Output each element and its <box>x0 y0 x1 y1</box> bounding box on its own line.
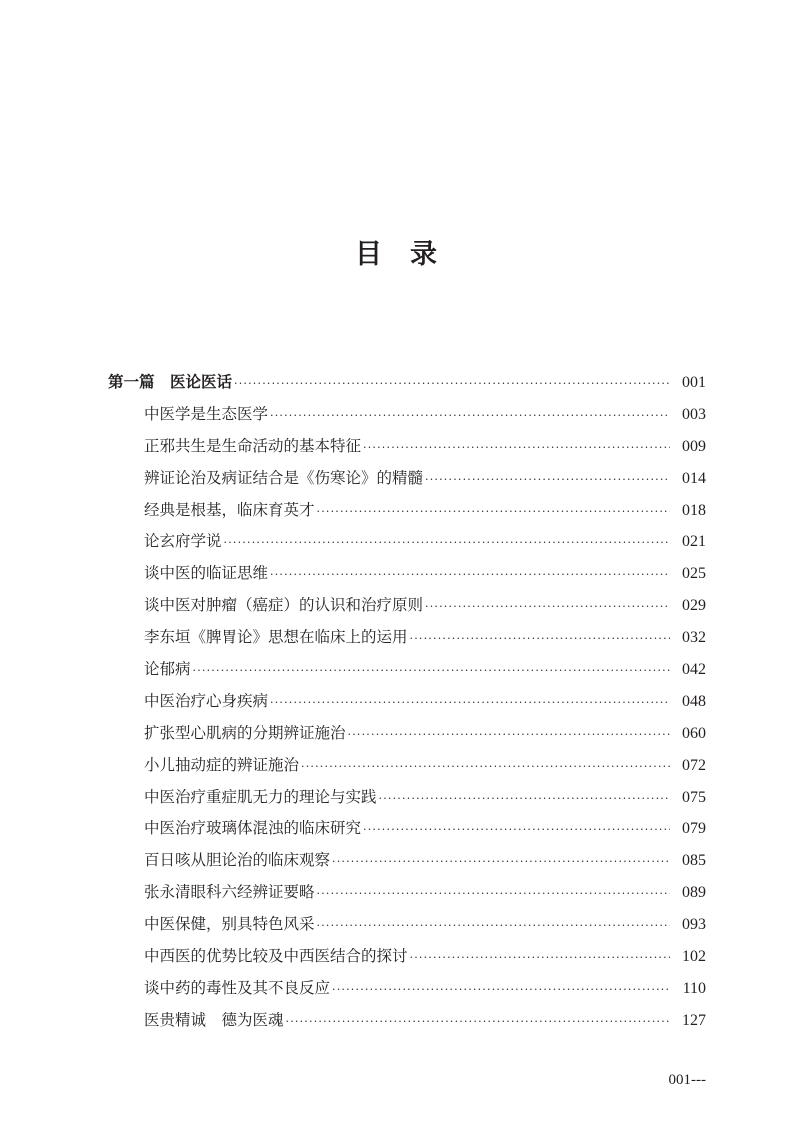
dot-leader <box>332 983 670 996</box>
toc-entry-page: 001 <box>682 374 706 391</box>
dot-leader <box>363 823 670 836</box>
toc-entry-page: 072 <box>682 756 706 774</box>
toc-entry-title: 谈中医对肿瘤（癌症）的认识和治疗原则 <box>144 596 424 615</box>
toc-entry-page: 093 <box>682 916 706 934</box>
dot-leader <box>234 377 670 390</box>
dot-leader <box>332 855 670 868</box>
toc-entry-page: 021 <box>682 533 706 551</box>
toc-entry-page: 089 <box>682 884 706 902</box>
toc-entry[interactable] <box>108 529 706 561</box>
page-title: 目录 <box>355 239 465 270</box>
toc-entry-title: 论郁病 <box>144 660 191 679</box>
toc-entry-page: 018 <box>682 501 706 519</box>
toc-entry-page: 009 <box>682 437 706 455</box>
toc-entry-title: 中医治疗心身疾病 <box>144 691 269 710</box>
toc-entry[interactable] <box>108 625 706 657</box>
dot-leader <box>224 536 670 549</box>
toc-entry-title: 第一篇 医论医话 <box>108 373 233 391</box>
toc-entry[interactable] <box>108 721 706 753</box>
toc-entry-page: 085 <box>682 852 706 870</box>
toc-entry-title: 扩张型心肌病的分期辨证施治 <box>144 723 346 742</box>
dot-leader <box>425 600 670 613</box>
toc-entry-page: 032 <box>682 629 706 647</box>
toc-entry-page: 102 <box>682 948 706 966</box>
toc-entry-title: 中医保健，别具特色风采 <box>144 915 315 934</box>
toc-entry-title: 谈中药的毒性及其不良反应 <box>144 978 331 997</box>
toc-entry[interactable] <box>108 976 706 1008</box>
toc-entry[interactable] <box>108 848 706 880</box>
toc-entry-page: 048 <box>682 692 706 710</box>
toc-entry-title: 中医治疗重症肌无力的理论与实践 <box>144 787 377 806</box>
toc-entry[interactable] <box>108 1008 706 1040</box>
dot-leader <box>425 473 670 486</box>
dot-leader <box>270 696 670 709</box>
toc-entry-title: 中医治疗玻璃体混浊的临床研究 <box>144 819 362 838</box>
toc-entry[interactable] <box>108 880 706 912</box>
dot-leader <box>301 760 670 773</box>
toc-entry-title: 正邪共生是生命活动的基本特征 <box>144 436 362 455</box>
dot-leader <box>286 1015 670 1028</box>
toc-entry[interactable] <box>108 753 706 785</box>
toc-entry[interactable] <box>108 816 706 848</box>
toc-entry[interactable] <box>108 561 706 593</box>
dot-leader <box>379 792 670 805</box>
toc-entry-title: 张永清眼科六经辨证要略 <box>144 883 315 902</box>
dot-leader <box>410 951 670 964</box>
dot-leader <box>317 505 670 518</box>
dot-leader <box>348 728 670 741</box>
toc-entry-title: 中医学是生态医学 <box>144 404 269 423</box>
dot-leader <box>270 409 670 422</box>
toc-entry[interactable] <box>108 593 706 625</box>
toc-entry-page: 075 <box>682 788 706 806</box>
toc-entry-page: 014 <box>682 469 706 487</box>
page-number-footer: 001--- <box>668 1072 706 1088</box>
toc-entry[interactable] <box>108 944 706 976</box>
toc-entry[interactable] <box>108 498 706 530</box>
toc-entry[interactable] <box>108 912 706 944</box>
toc-entry[interactable] <box>108 785 706 817</box>
toc-entry-title: 论玄府学说 <box>144 532 222 551</box>
dot-leader <box>270 568 670 581</box>
toc-entry-page: 127 <box>682 1011 706 1029</box>
toc-entry-title: 小儿抽动症的辨证施治 <box>144 755 300 774</box>
toc-entry-page: 060 <box>682 724 706 742</box>
toc-entry[interactable] <box>108 657 706 689</box>
toc-entry-page: 025 <box>682 565 706 583</box>
toc-entry-page: 079 <box>682 820 706 838</box>
toc-entry-title: 谈中医的临证思维 <box>144 564 269 583</box>
toc-entry-title: 李东垣《脾胃论》思想在临床上的运用 <box>144 628 408 647</box>
toc-entry[interactable] <box>108 402 706 434</box>
toc-part-heading[interactable] <box>108 370 706 402</box>
toc-entry-page: 110 <box>682 979 706 997</box>
dot-leader <box>363 441 670 454</box>
toc-entry-page: 042 <box>682 661 706 679</box>
dot-leader <box>317 887 670 900</box>
toc-entry-page: 003 <box>682 405 706 423</box>
toc-entry-title: 百日咳从胆论治的临床观察 <box>144 851 331 870</box>
dot-leader <box>193 664 670 677</box>
toc-entry-page: 029 <box>682 597 706 615</box>
toc-entry-title: 经典是根基，临床育英才 <box>144 500 315 519</box>
toc-entry-title: 医贵精诚 德为医魂 <box>144 1010 284 1029</box>
toc-entry-title: 中西医的优势比较及中西医结合的探讨 <box>144 947 408 966</box>
toc-entry[interactable] <box>108 434 706 466</box>
dot-leader <box>410 632 670 645</box>
toc-entry[interactable] <box>108 466 706 498</box>
toc-entry[interactable] <box>108 689 706 721</box>
dot-leader <box>317 919 670 932</box>
toc-entry-title: 辨证论治及病证结合是《伤寒论》的精髓 <box>144 468 424 487</box>
table-of-contents <box>108 370 706 1040</box>
